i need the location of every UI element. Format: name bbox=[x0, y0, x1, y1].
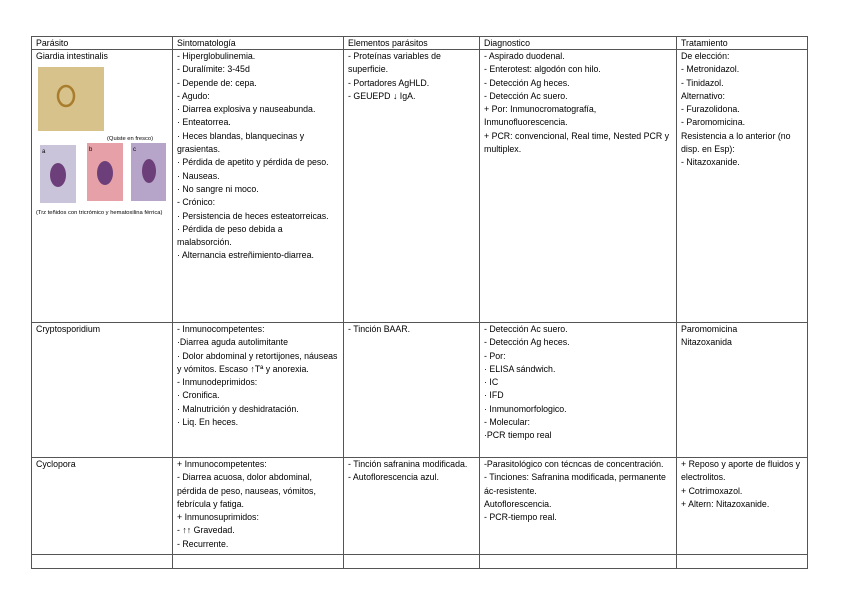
cell-line: · Malnutrición y deshidratación. bbox=[177, 403, 299, 414]
cell-line: - Metronidazol. bbox=[681, 64, 740, 75]
panel-label-b: b bbox=[89, 147, 93, 154]
caption-fresh: (Quiste en fresco) bbox=[107, 136, 154, 143]
cell-diagnosis bbox=[480, 323, 677, 458]
cell-line: ·PCR tiempo real bbox=[484, 430, 552, 441]
cell-treatment bbox=[677, 458, 808, 555]
cell-line: - Detección Ag heces. bbox=[484, 337, 570, 348]
cell-line: - Furazolidona. bbox=[681, 104, 740, 115]
cell-line: + PCR: convencional, Real time, Nested PCR y multiplex. bbox=[484, 130, 672, 155]
cell-line: + Por: Inmunocromatografía, Inmunofluorescencia. bbox=[484, 104, 599, 128]
cell-line: · Persistencia de heces esteatorreicas. bbox=[177, 210, 329, 221]
cell-empty bbox=[480, 555, 677, 569]
cell-line: - Depende de: cepa. bbox=[177, 77, 257, 88]
cell-line: Alternativo: bbox=[681, 90, 726, 101]
table-row-empty bbox=[32, 555, 808, 569]
cell-line: - Detección Ag heces. bbox=[484, 77, 570, 88]
cell-line: - Inmunocompetentes: bbox=[177, 324, 265, 334]
cell-parasite bbox=[32, 50, 173, 323]
cell-line: + Cotrimoxazol. bbox=[681, 485, 743, 496]
cell-line: · Enteatorrea. bbox=[177, 117, 231, 128]
cell-line: -Parasitológico con técncas de concentración. bbox=[484, 459, 664, 469]
cell-symptoms bbox=[173, 50, 344, 323]
cell-line: · Dolor abdominal y retortijones, náuseas y vómitos. Escaso ↑Tª y anorexia. bbox=[177, 350, 340, 374]
cell-elements bbox=[344, 458, 480, 555]
parasite-name: Cyclopora bbox=[36, 459, 76, 469]
cell-line: · Heces blandas, blanquecinas y grasientas. bbox=[177, 130, 307, 155]
panel-label-c: c bbox=[133, 147, 136, 154]
cell-line: Resistencia a lo anterior (no disp. en Esp): bbox=[681, 130, 793, 155]
giardia-figure bbox=[36, 65, 164, 217]
cell-line: · Nauseas. bbox=[177, 170, 220, 181]
caption-stained: (Trz teñidos con tricrómico y hematoxilina férrica) bbox=[36, 210, 163, 217]
table-row-cryptosporidium bbox=[32, 323, 808, 458]
cell-line: - Agudo: bbox=[177, 90, 210, 101]
cell-line: · Pérdida de apetito y pérdida de peso. bbox=[177, 157, 329, 168]
cell-line: - Paromomicina. bbox=[681, 117, 746, 128]
trophozoite-c bbox=[142, 159, 156, 183]
cell-line: ·Diarrea aguda autolimitante bbox=[177, 337, 289, 348]
cell-line: Autoflorescencia. bbox=[484, 498, 552, 509]
parasite-name: Cryptosporidium bbox=[36, 324, 101, 334]
header-elements: Elementos parásitos bbox=[344, 37, 480, 50]
cell-line: - Duralímite: 3-45d bbox=[177, 64, 250, 75]
cell-diagnosis bbox=[480, 458, 677, 555]
cell-empty bbox=[32, 555, 173, 569]
cell-line: - Crónico: bbox=[177, 197, 216, 208]
trophozoite-b bbox=[97, 161, 113, 185]
cell-line: - Tinción BAAR. bbox=[348, 324, 411, 334]
cell-diagnosis bbox=[480, 50, 677, 323]
cell-line: - Enterotest: algodón con hilo. bbox=[484, 64, 601, 75]
cell-line: + Reposo y aporte de fluidos y electrolitos. bbox=[681, 459, 803, 483]
table-row-cyclopora bbox=[32, 458, 808, 555]
cell-line: · Diarrea explosiva y nauseabunda. bbox=[177, 104, 316, 115]
header-treatment: Tratamiento bbox=[677, 37, 808, 50]
parasite-name: Giardia intestinalis bbox=[36, 51, 108, 61]
cell-line: - Inmunodeprimidos: bbox=[177, 377, 258, 388]
cell-parasite bbox=[32, 458, 173, 555]
cell-line: - ↑↑ Gravedad. bbox=[177, 525, 235, 536]
cell-line: - Proteínas variables de superficie. bbox=[348, 51, 444, 75]
cell-line: - Tinciones: Safranina modificada, permanente ác-resistente. bbox=[484, 472, 669, 496]
cell-line: - Tinidazol. bbox=[681, 77, 724, 88]
cell-line: - Detección Ac suero. bbox=[484, 324, 568, 334]
cell-line: · Alternancia estreñimiento-diarrea. bbox=[177, 250, 314, 261]
cell-line: + Inmunocompetentes: bbox=[177, 459, 267, 469]
header-symptoms: Sintomatología bbox=[173, 37, 344, 50]
cell-line: De elección: bbox=[681, 51, 730, 61]
cell-line: - GEUEPD ↓ IgA. bbox=[348, 90, 416, 101]
cell-line: · Liq. En heces. bbox=[177, 417, 239, 428]
cell-line: - Molecular: bbox=[484, 417, 530, 428]
cell-line: + Altern: Nitazoxanide. bbox=[681, 498, 770, 509]
cell-line: - Diarrea acuosa, dolor abdominal, pérdida de peso, nauseas, vómitos, febrícula y fatiga. bbox=[177, 472, 319, 509]
cell-line: · Inmunomorfologico. bbox=[484, 403, 567, 414]
cell-line: - Tinción safranina modificada. bbox=[348, 459, 468, 469]
header-row bbox=[32, 37, 808, 50]
cell-line: · IFD bbox=[484, 390, 504, 401]
panel-label-a: a bbox=[42, 149, 46, 156]
cell-line: Paromomicina bbox=[681, 324, 738, 334]
trophozoite-a bbox=[50, 163, 66, 187]
cell-elements bbox=[344, 50, 480, 323]
cell-line: · Cronifica. bbox=[177, 390, 220, 401]
cell-symptoms bbox=[173, 458, 344, 555]
cell-line: + Inmunosuprimidos: bbox=[177, 512, 259, 523]
fresh-cyst-photo bbox=[38, 67, 104, 131]
cell-line: - PCR-tiempo real. bbox=[484, 512, 557, 523]
cell-line: - Recurrente. bbox=[177, 538, 229, 549]
header-parasite: Parásito bbox=[32, 37, 173, 50]
cell-line: - Por: bbox=[484, 350, 506, 361]
cell-line: - Hiperglobulinemia. bbox=[177, 51, 256, 61]
cell-line: · ELISA sándwich. bbox=[484, 363, 556, 374]
cell-line: - Detección Ac suero. bbox=[484, 90, 568, 101]
cell-symptoms bbox=[173, 323, 344, 458]
cell-line: · No sangre ni moco. bbox=[177, 183, 259, 194]
cell-line: - Aspirado duodenal. bbox=[484, 51, 565, 61]
cell-empty bbox=[173, 555, 344, 569]
parasite-table bbox=[31, 36, 808, 569]
cell-elements bbox=[344, 323, 480, 458]
cell-empty bbox=[344, 555, 480, 569]
header-diagnosis: Diagnostico bbox=[480, 37, 677, 50]
cell-line: - Portadores AgHLD. bbox=[348, 77, 430, 88]
cell-treatment bbox=[677, 323, 808, 458]
cell-line: - Autoflorescencia azul. bbox=[348, 472, 439, 483]
cell-line: Nitazoxanida bbox=[681, 337, 732, 348]
cell-line: · Pérdida de peso debida a malabsorción. bbox=[177, 223, 286, 248]
table-row-giardia bbox=[32, 50, 808, 323]
cell-parasite bbox=[32, 323, 173, 458]
cell-line: · IC bbox=[484, 377, 499, 388]
cell-empty bbox=[677, 555, 808, 569]
cell-line: - Nitazoxanide. bbox=[681, 157, 740, 168]
cell-treatment bbox=[677, 50, 808, 323]
